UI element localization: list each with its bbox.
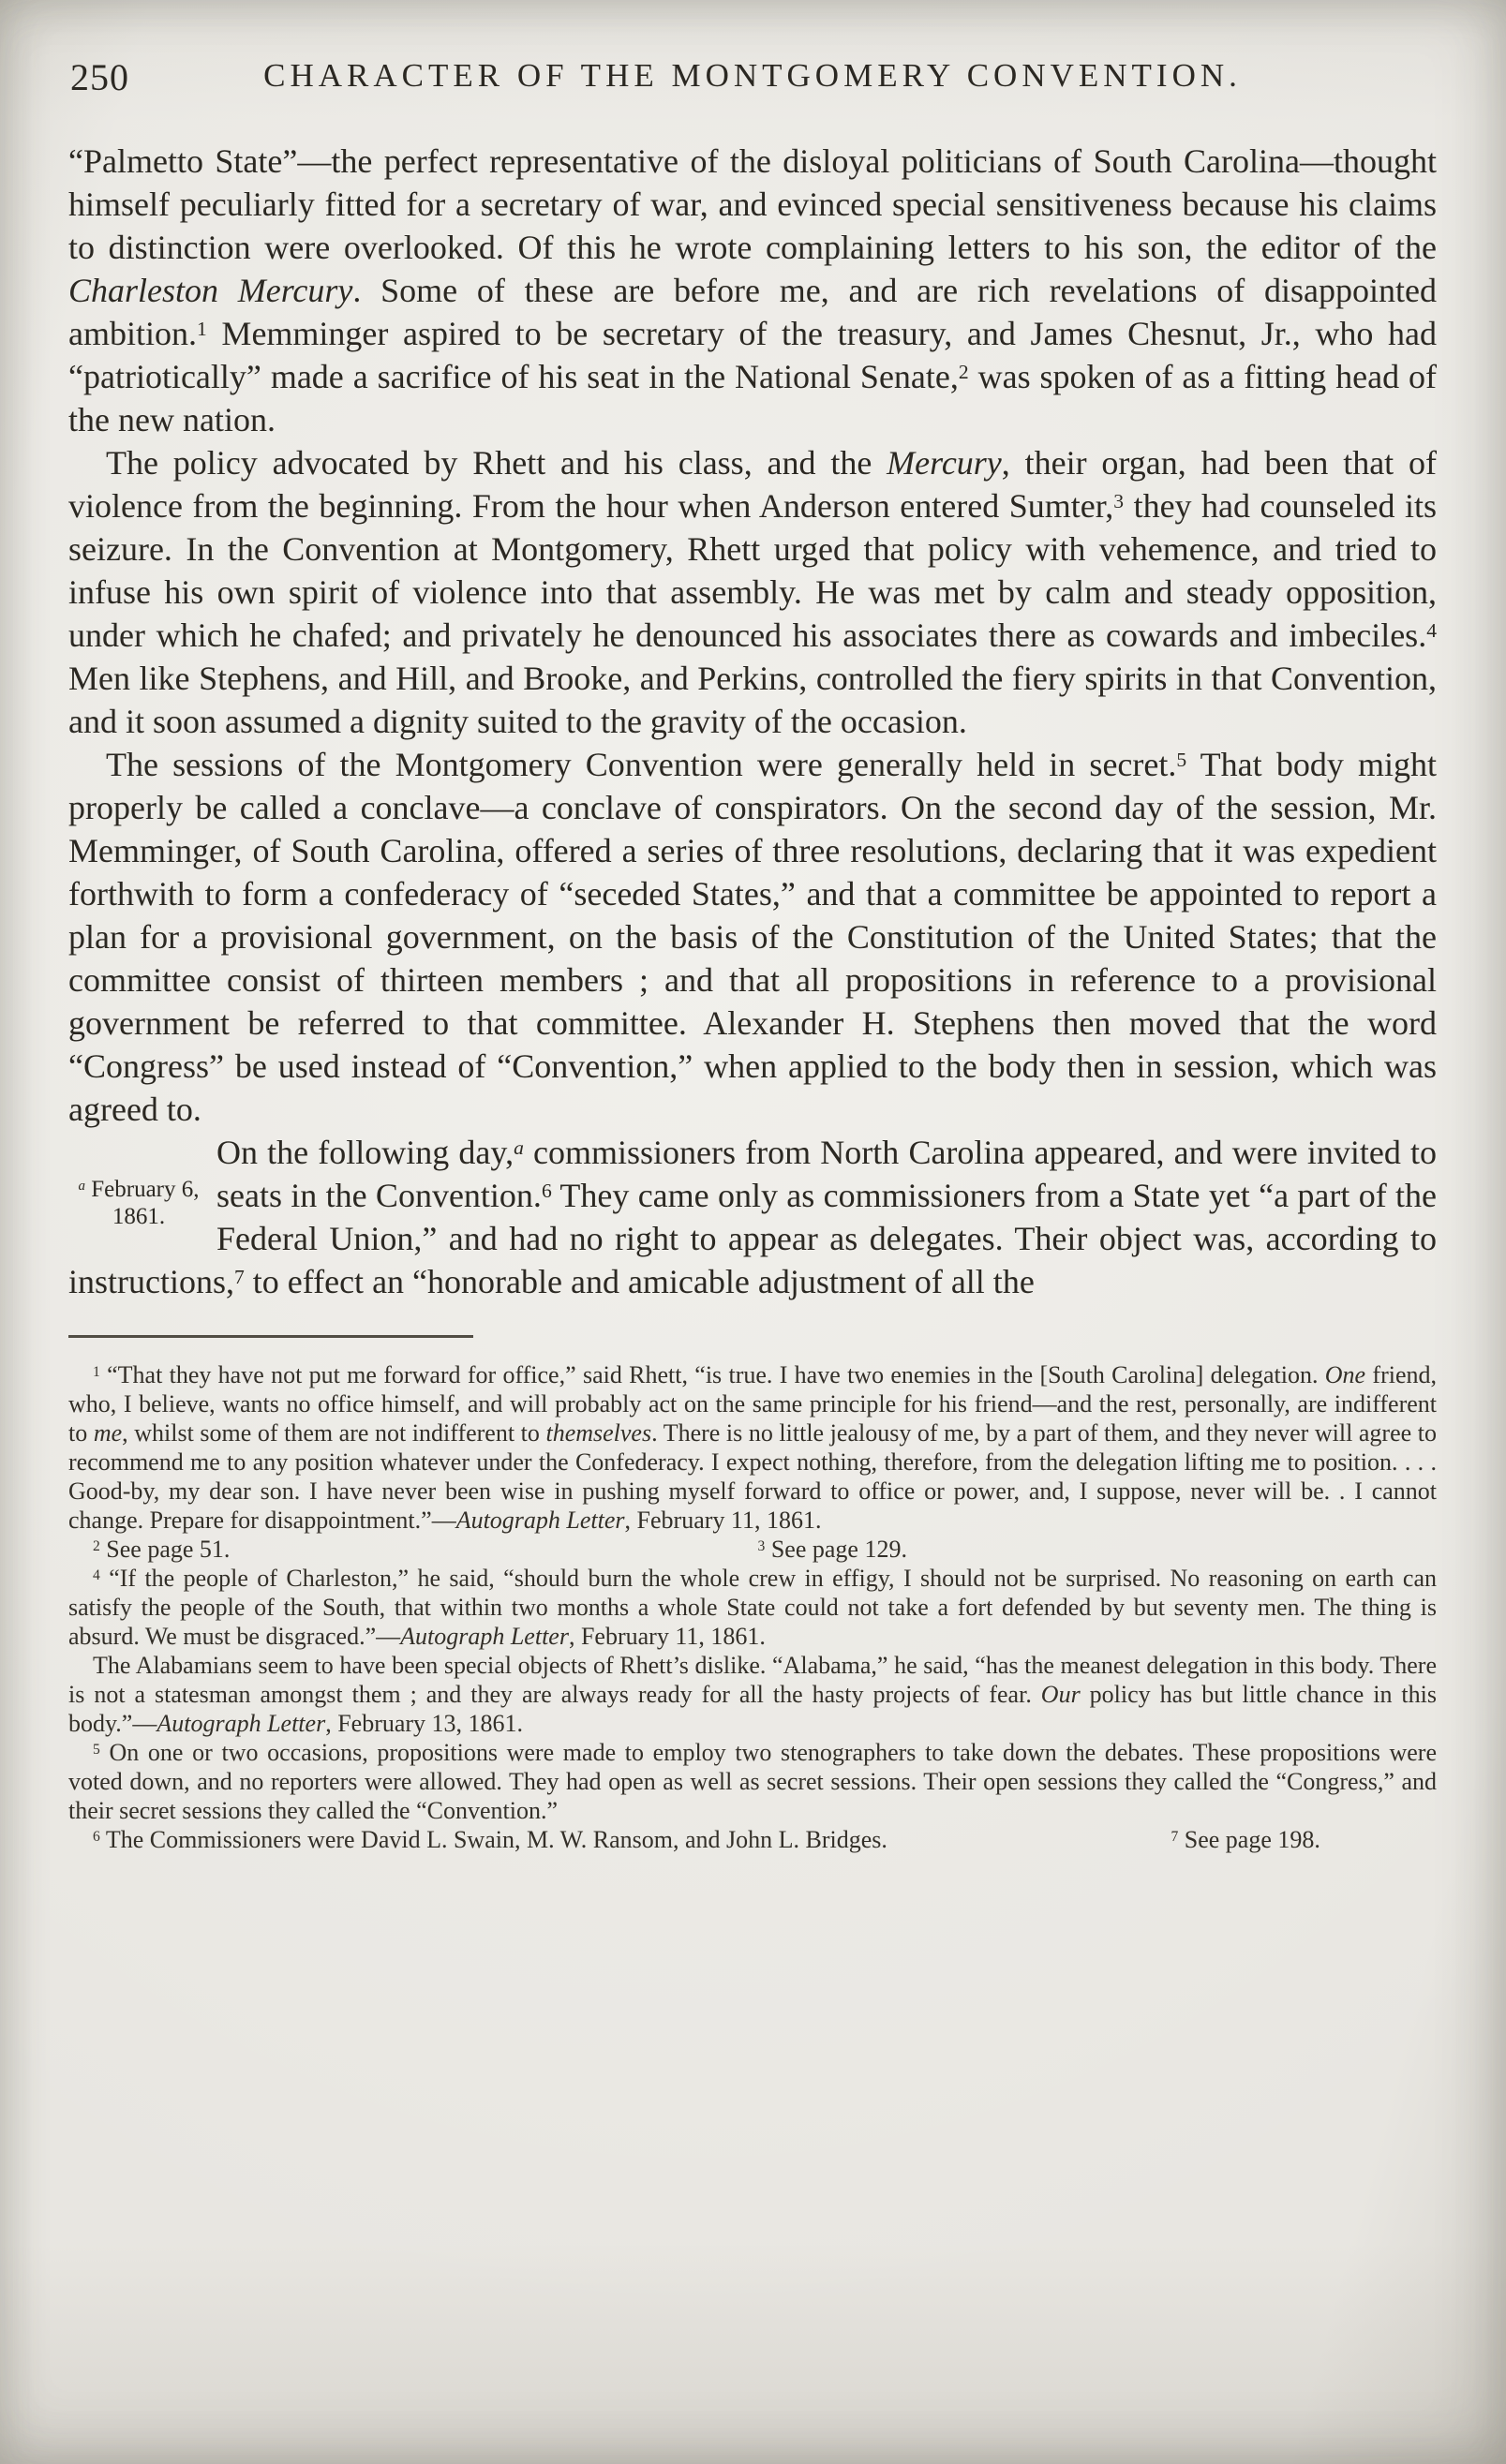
italic-text: Charleston Mercury <box>68 272 353 309</box>
text-run: . Some of these are before me, and are rich revelations of disappointed ambition. <box>68 272 1437 352</box>
footnote-marker: 5 <box>93 1741 100 1758</box>
text-run: They came only as commissioners from a State yet “a part of the Federal Union,” and had no right to appear as delegates. Their object was, according to instructions, <box>68 1177 1437 1300</box>
text-run: See page 51. <box>99 1536 231 1563</box>
footnote <box>68 1651 1437 1738</box>
footnote-marker: 1 <box>93 1363 100 1380</box>
footnote-marker: 7 <box>1171 1828 1179 1845</box>
text-run: friend, who, I believe, wants no office himself, and will probably act on the same principle for his friend—and the rest, personally, are indifferent to <box>68 1361 1437 1447</box>
text-run: “Palmetto State”—the perfect representative of the disloyal politicians of South Carolina—thought himself peculiarly fitted for a secretary of war, and evinced special sensitiveness because his claims to distinction were overlooked. Of this he wrote complaining letters to his son, the editor of the <box>68 142 1437 266</box>
footnote-marker: 6 <box>93 1828 100 1845</box>
footnote-marker: 4 <box>93 1566 100 1583</box>
footnote-marker: 2 <box>93 1537 100 1554</box>
footnote-marker: 7 <box>234 1266 245 1289</box>
text-run: “That they have not put me forward for office,” said Rhett, “is true. I have two enemies in the [South Carolina] delegation. <box>99 1361 1325 1388</box>
text-run: was spoken of as a fitting head of the new nation. <box>68 358 1438 438</box>
text-run: . There is no little jealousy of me, by a part of them, and they never will agree to recommend me to any position whatever under the Confederacy. I expect nothing, therefore, from the delegation lifting me to position. . . . Good-by, my dear son. I have never been wise in pushing myself forward to office or power, and, I suppose, never will be. . I cannot change. Prepare for disappointment.”— <box>68 1419 1437 1534</box>
text-run: The Commissioners were David L. Swain, M. W. Ransom, and John L. Bridges. <box>99 1826 887 1853</box>
text-run: to effect an “honorable and amicable adjustment of all the <box>244 1263 1035 1300</box>
footnote-marker: 6 <box>541 1180 552 1203</box>
paragraph <box>68 743 1437 1131</box>
footnote-part <box>68 1825 1146 1854</box>
footnote <box>68 1360 1437 1535</box>
text-run: See page 129. <box>765 1536 907 1563</box>
footnote-part <box>1146 1825 1320 1854</box>
paragraph <box>68 441 1437 743</box>
italic-text: Autograph Letter <box>455 1507 625 1534</box>
footnote-marker: 2 <box>958 361 969 384</box>
italic-text: Mercury <box>887 444 1002 482</box>
footnote-part <box>734 1535 907 1564</box>
footnote-marker: 1 <box>197 318 207 341</box>
running-title: CHARACTER OF THE MONTGOMERY CONVENTION. <box>263 57 1242 94</box>
text-run: , whilst some of them are not indifferent to <box>122 1419 546 1447</box>
text-run: Memminger aspired to be secretary of the treasury, and James Chesnut, Jr., who had “patriotically” made a sacrifice of his seat in the National Senate, <box>68 315 1437 395</box>
text-run: policy has but little chance in this body.”— <box>68 1681 1437 1737</box>
text-run: , February 13, 1861. <box>325 1710 524 1737</box>
text-run: , February 11, 1861. <box>624 1507 822 1534</box>
text-run: That body might properly be called a conclave—a conclave of conspirators. On the second day of the session, Mr. Memminger, of South Carolina, offered a series of three resolutions, declaring that it was expedient forthwith to form a confederacy of “seceded States,” and that a committee be appointed to report a plan for a provisional government, on the basis of the Constitution of the United States; that the committee consist of thirteen members ; and that all propositions in reference to a provisional government be referred to that committee. Alexander H. Stephens then moved that the word “Congress” be used instead of “Convention,” when applied to the body then in session, which was agreed to. <box>68 746 1437 1128</box>
body-text <box>68 140 1437 1303</box>
margin-date-note: $^a$ February 6, 1861. <box>78 1177 200 1229</box>
page-number: 250 <box>70 56 129 98</box>
text-run: they had counseled its seizure. In the Convention at Montgomery, Rhett urged that policy with vehemence, and tried to infuse his own spirit of violence into that assembly. He was met by calm and steady opposition, under which he chafed; and privately he denounced his associates there as cowards and imbeciles. <box>68 487 1437 654</box>
italic-text: themselves <box>545 1419 652 1447</box>
text-run: The sessions of the Montgomery Convention were generally held in secret. <box>106 746 1177 783</box>
text-run: The policy advocated by Rhett and his class, and the <box>106 444 887 482</box>
footnote <box>68 1738 1437 1825</box>
text-run: On one or two occasions, propositions were made to employ two stenographers to take down the debates. These propositions were voted down, and no reporters were allowed. They had open as well as secret sessions. Their open sessions they called the “Congress,” and their secret sessions they called the “Convention.” <box>68 1739 1437 1824</box>
text-run: The Alabamians seem to have been special objects of Rhett’s dislike. “Alabama,” he said, “has the meanest delegation in this body. There is not a statesman amongst them ; and they are always ready for all the hasty projects of fear. <box>68 1652 1437 1708</box>
text-run: On the following day, <box>216 1134 514 1171</box>
footnote-marker: 5 <box>1176 749 1187 772</box>
footnote <box>68 1825 1437 1854</box>
footnote-rule <box>68 1335 473 1338</box>
text-run: , their organ, had been that of violence from the beginning. From the hour when Anderson entered Sumter, <box>68 444 1437 525</box>
italic-text: me <box>93 1419 123 1447</box>
footnote <box>68 1564 1437 1651</box>
italic-text: Autograph Letter <box>157 1710 326 1737</box>
page-content <box>68 52 1437 1854</box>
footnote <box>68 1535 1437 1564</box>
footnote-marker: 3 <box>757 1537 766 1554</box>
footnotes <box>68 1360 1437 1854</box>
text-run: , February 11, 1861. <box>568 1623 766 1650</box>
paragraph <box>68 1131 1437 1303</box>
sidenote-marker: a <box>78 1179 85 1195</box>
italic-text: Autograph Letter <box>400 1623 569 1650</box>
paragraph <box>68 140 1437 441</box>
footnote-marker: 3 <box>1113 490 1125 513</box>
italic-text: One <box>1324 1361 1366 1388</box>
text-run: Men like Stephens, and Hill, and Brooke, and Perkins, controlled the fiery spirits in that Convention, and it soon assumed a dignity suited to the gravity of the occasion. <box>68 660 1437 740</box>
italic-text: Our <box>1040 1681 1081 1708</box>
text-run: commissioners from North Carolina appeared, and were invited to seats in the Convention. <box>216 1134 1437 1214</box>
text-run: See page 198. <box>1178 1826 1320 1853</box>
footnote-marker: 4 <box>1426 619 1437 643</box>
text-run: “If the people of Charleston,” he said, “should burn the whole crew in effigy, I should not be surprised. No reasoning on earth can satisfy the people of the South, that within two months a whole State could not take a fort defended by but seventy men. The thing is absurd. We must be disgraced.”— <box>68 1565 1437 1650</box>
footnote-marker: a <box>514 1136 524 1160</box>
footnote-part <box>68 1535 734 1564</box>
running-head <box>68 52 1437 102</box>
